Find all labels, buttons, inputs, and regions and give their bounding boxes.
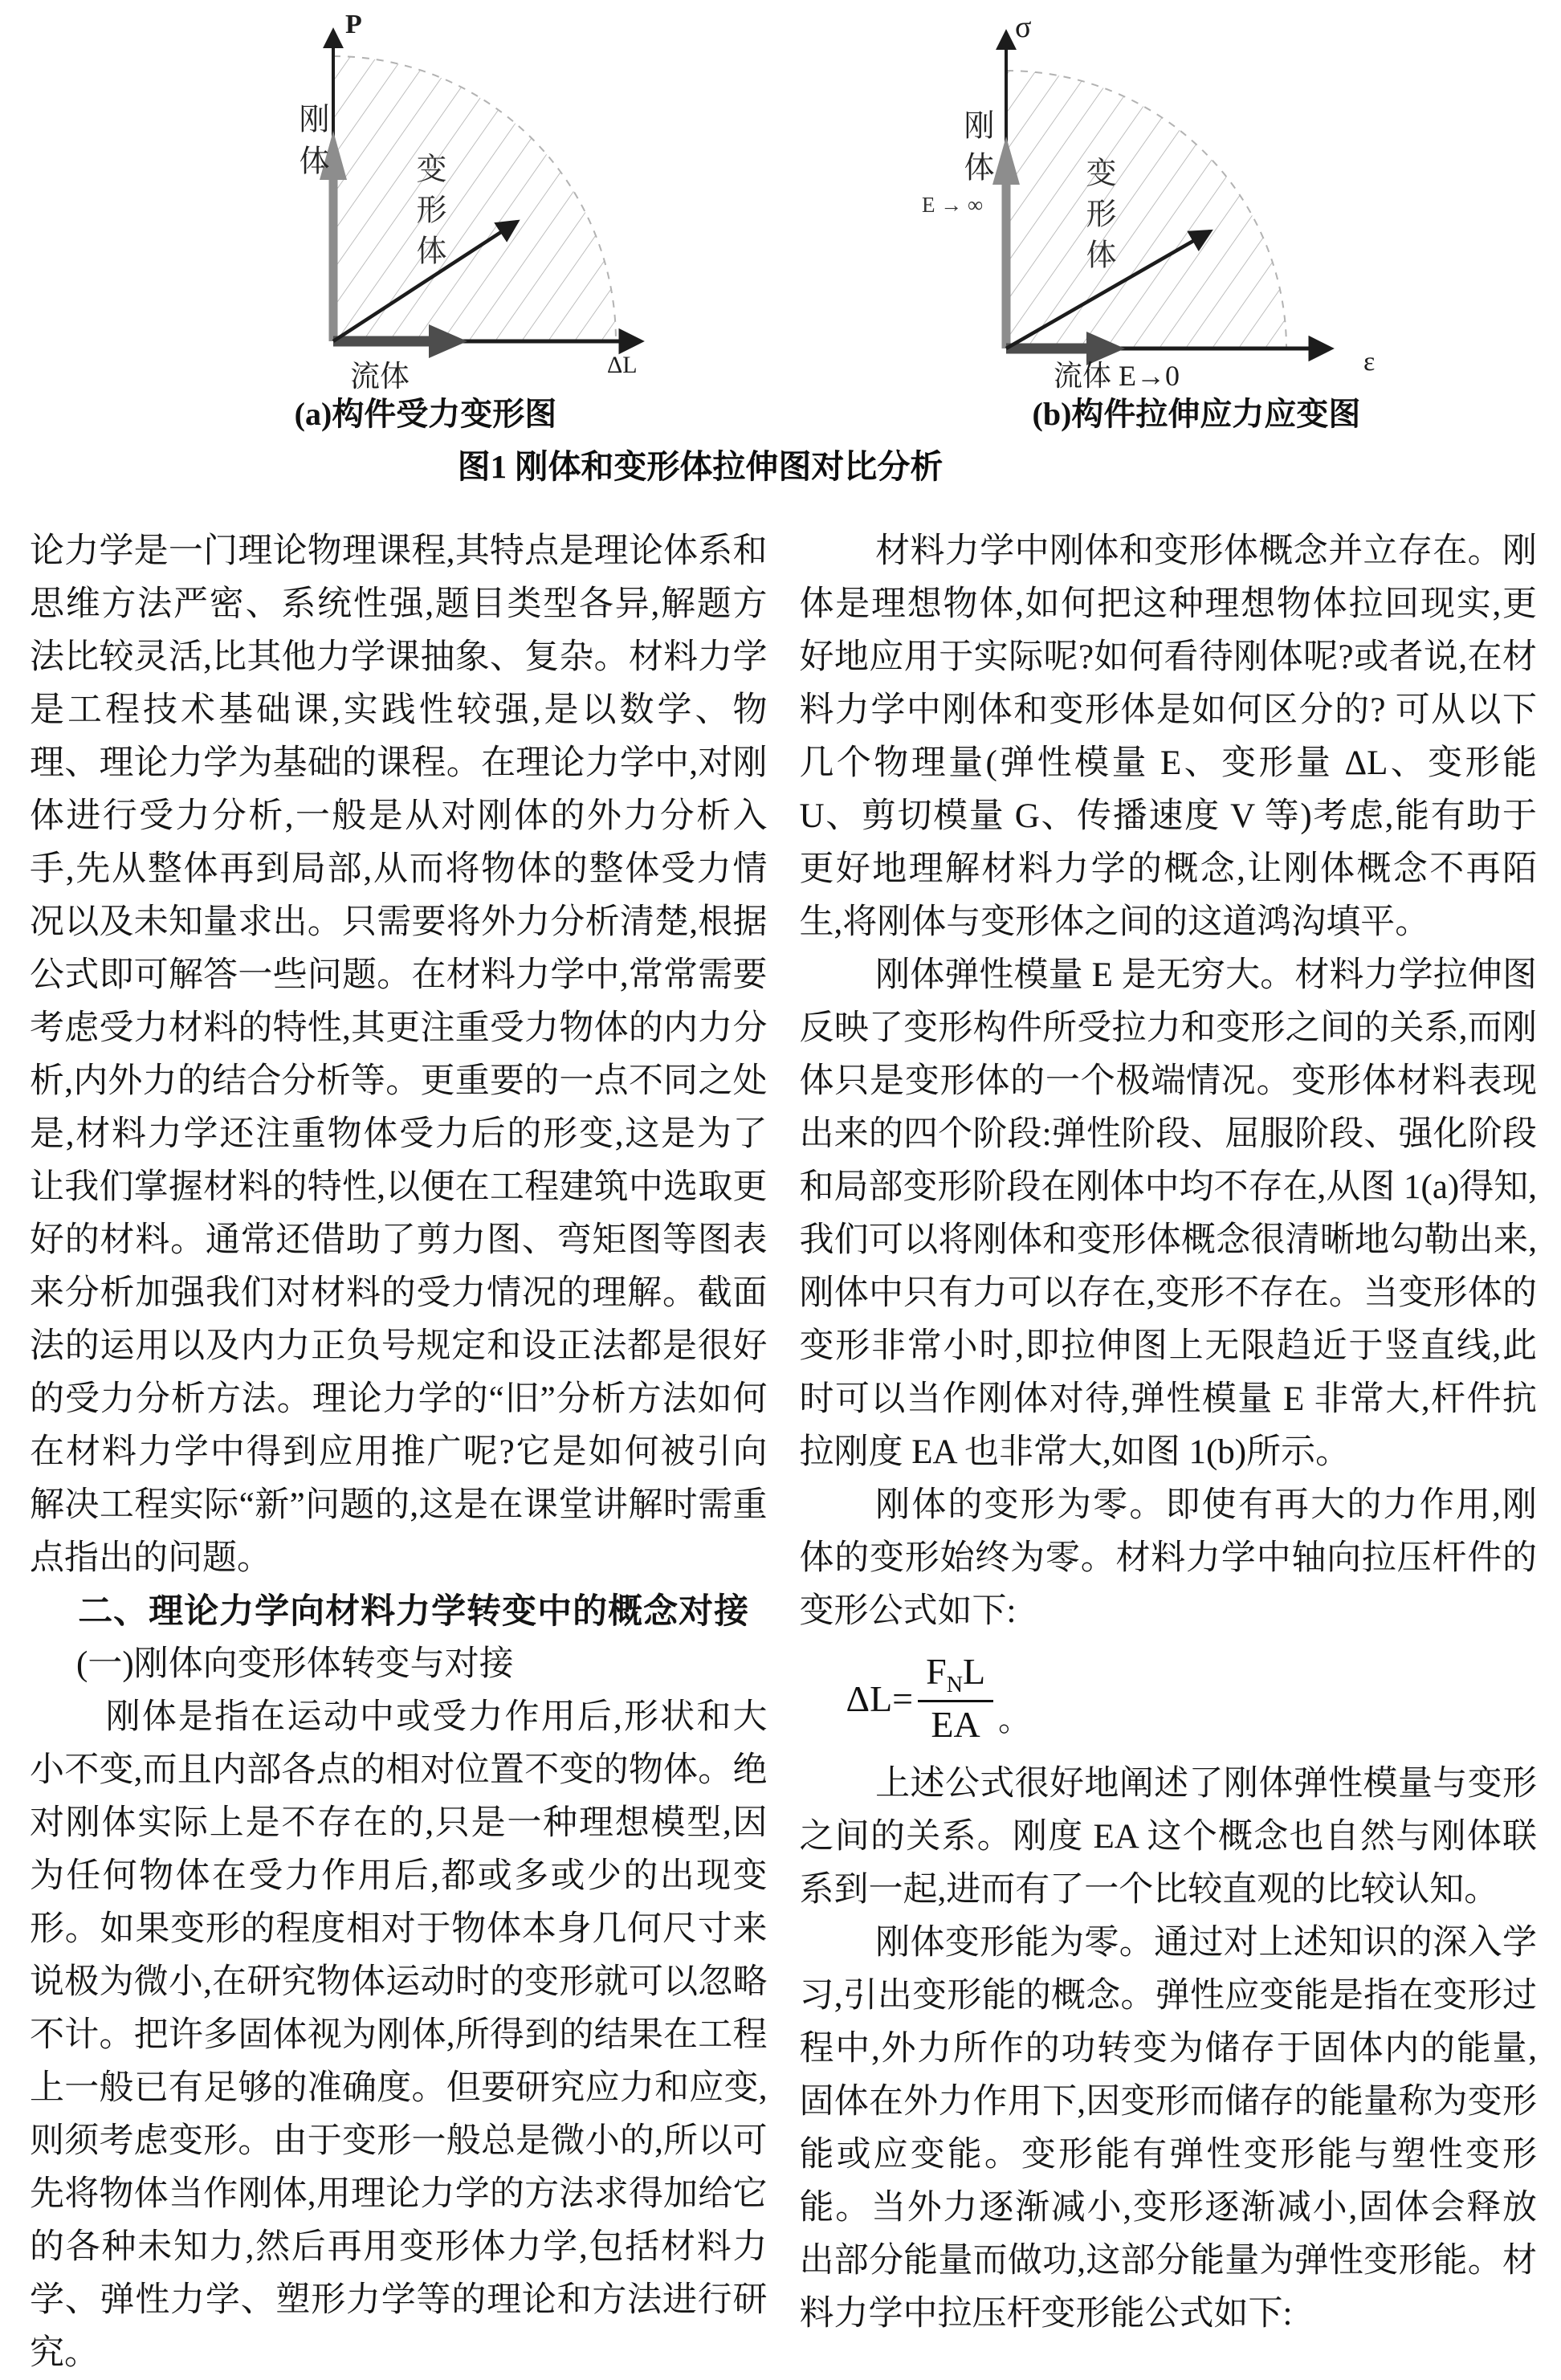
formula-L: L [962,1651,986,1692]
left-column [30,525,768,2380]
paragraph: 材料力学中刚体和变形体概念并立存在。刚体是理想物体,如何把这种理想物体拉回现实,更好地应用于实际呢?如何看待刚体呢?或者说,在材料力学中刚体和变形体是如何区分的? 可从以下几个物理量(弹性模量 E、变形量 ΔL、变形能 U、剪切模量 G、传播速度 V 等)考虑,能有助于更好地理解材料力学的概念,让刚体概念不再陌生,将刚体与变形体之间的这道鸿沟填平。 [799,532,1537,941]
deformation-formula [846,1651,1538,1746]
diagram-b-x-axis-label: ε [1363,347,1376,377]
diagram-a-y-axis-label: P [345,10,362,39]
formula-lhs: ΔL= [846,1677,914,1719]
diagram-b-rigid-label: 刚体 [959,109,992,193]
diagram-b-rigid-modulus-label: E → ∞ [922,193,984,217]
formula-F: F [926,1651,947,1692]
paragraph: 刚体弹性模量 E 是无穷大。材料力学拉伸图反映了变形构件所受拉力和变形之间的关系,而刚体只是变形体的一个极端情况。变形体材料表现出来的四个阶段:弹性阶段、屈服阶段、强化阶段和局部变形阶段在刚体中均不存在,从图 1(a)得知,我们可以将刚体和变形体概念很清晰地勾勒出来,刚体中只有力可以存在,变形不存在。当变形体的变形非常小时,即拉伸图上无限趋近于竖直线,此时可以当作刚体对待,弹性模量 E 非常大,杆件抗拉刚度 EA 也非常大,如图 1(b)所示。 [799,956,1537,1471]
subsection-heading: (一)刚体向变形体转变与对接 [76,1645,514,1683]
formula-F-subscript: N [946,1673,963,1698]
figure-title: 图1 刚体和变形体拉伸图对比分析 [457,448,944,485]
right-column [800,525,1538,2380]
diagram-a-x-axis-label: ΔL [607,352,638,378]
caption-diagram-b: (b)构件拉伸应力应变图 [1032,396,1361,432]
article-body [0,520,1561,2380]
paragraph: 上述公式很好地阐述了刚体弹性模量与变形之间的关系。刚度 EA 这个概念也自然与刚体联系到一起,进而有了一个比较直观的比较认知。 [799,1765,1537,1909]
paragraph: 论力学是一门理论物理课程,其特点是理论体系和思维方法严密、系统性强,题目类型各异,解题方法比较灵活,比其他力学课抽象、复杂。材料力学是工程技术基础课,实践性较强,是以数学、物理、理论力学为基础的课程。在理论力学中,对刚体进行受力分析,一般是从对刚体的外力分析入手,先从整体再到局部,从而将物体的整体受力情况以及未知量求出。只需要将外力分析清楚,根据公式即可解答一些问题。在材料力学中,常常需要考虑受力材料的特性,其更注重受力物体的内力分析,内外力的结合分析等。更重要的一点不同之处是,材料力学还注重物体受力后的形变,这是为了让我们掌握材料的特性,以便在工程建筑中选取更好的材料。通常还借助了剪力图、弯矩图等图表来分析加强我们对材料的受力情况的理解。截面法的运用以及内力正负号规定和设正法都是很好的受力分析方法。理论力学的“旧”分析方法如何在材料力学中得到应用推广呢?它是如何被引向解决工程实际“新”问题的,这是在课堂讲解时需重点指出的问题。 [30,532,768,1577]
diagram-b-fluid-label: 流体 E→0 [1054,360,1180,392]
section-heading: 二、理论力学向材料力学转变中的概念对接 [78,1592,750,1631]
formula-denominator: EA [931,1704,980,1746]
diagram-a-plot [120,6,683,392]
diagram-a-rigid-label: 刚体 [294,103,328,186]
caption-diagram-a: (a)构件受力变形图 [294,396,557,432]
formula-period: 。 [998,1701,1031,1738]
diagram-a-deformable-label: 变形体 [411,153,445,275]
paragraph: 刚体的变形为零。即使有再大的力作用,刚体的变形始终为零。材料力学中轴向拉压杆件的变形公式如下: [799,1486,1537,1630]
paragraph: 刚体变形能为零。通过对上述知识的深入学习,引出变形能的概念。弹性应变能是指在变形过程中,外力所作的功转变为储存于固体内的能量,固体在外力作用下,因变形而储存的能量称为变形能或应变能。变形能有弹性变形能与塑性变形能。当外力逐渐减小,变形逐渐减小,固体会释放出部分能量而做功,这部分能量为弹性变形能。材料力学中拉压杆变形能公式如下: [799,1924,1537,2333]
formula-fraction [918,1651,993,1746]
figure-1 [0,0,1561,520]
diagram-b-y-axis-label: σ [1015,10,1032,44]
diagram-a-fluid-label: 流体 [350,361,410,393]
deformable-region-hatch [333,56,616,341]
paragraph: 刚体是指在运动中或受力作用后,形状和大小不变,而且内部各点的相对位置不变的物体。绝对刚体实际上是不存在的,只是一种理想模型,因为任何物体在受力作用后,都或多或少的出现变形。如果变形的程度相对于物体本身几何尺寸来说极为微小,在研究物体运动时的变形就可以忽略不计。把许多固体视为刚体,所得到的结果在工程上一般已有足够的准确度。但要研究应力和应变,则须考虑变形。由于变形一般总是微小的,所以可先将物体当作刚体,用理论力学的方法求得加给它的各种未知力,然后再用变形体力学,包括材料力学、弹性力学、塑形力学等的理论和方法进行研究。 [30,1698,768,2372]
deformable-region-hatch [1006,71,1286,348]
diagram-b-deformable-label: 变形体 [1081,157,1115,279]
